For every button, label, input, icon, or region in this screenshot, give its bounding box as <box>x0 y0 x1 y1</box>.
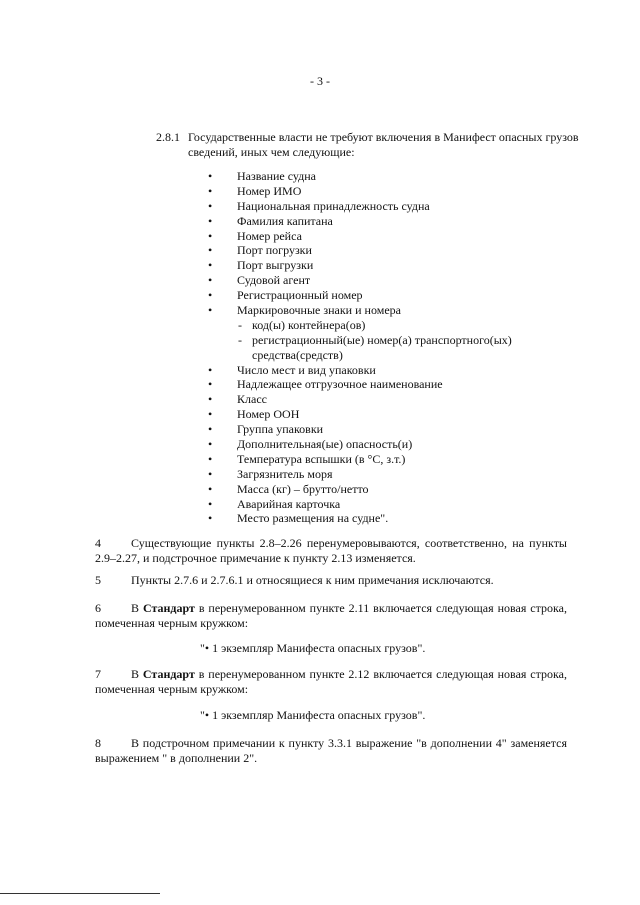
list-item <box>208 229 568 244</box>
paragraph-text-post: в перенумерованном пункте 2.12 включается следующая новая строка, помеченная черным кружком: <box>95 667 567 696</box>
bullet-icon: • <box>208 392 213 407</box>
list-item <box>208 273 568 288</box>
sub-list-item-label: код(ы) контейнера(ов) <box>252 317 366 332</box>
bullet-icon: • <box>208 481 213 496</box>
bullet-icon: • <box>208 169 213 183</box>
list-item-label: Дополнительная(ые) опасность(и) <box>237 437 413 452</box>
list-item-label: Класс <box>237 392 267 407</box>
list-item-label: Фамилия капитана <box>237 213 333 228</box>
section-number: 2.8.1 <box>156 130 180 144</box>
list-item-label: Номер рейса <box>237 228 302 243</box>
list-item-label: Номер ИМО <box>237 183 302 198</box>
section-text: Государственные власти не требуют включения в Манифест опасных грузов сведений, иных чем следующие: <box>188 130 579 159</box>
bullet-icon: • <box>208 496 213 511</box>
bullet-icon: • <box>208 303 213 318</box>
quoted-line-6: "• 1 экземпляр Манифеста опасных грузов". <box>200 641 426 655</box>
paragraph-5 <box>95 573 567 588</box>
list-item <box>208 497 568 512</box>
paragraph-bold-term: Стандарт <box>142 601 195 615</box>
list-item-label: Загрязнитель моря <box>237 466 333 481</box>
list-item-label: Порт погрузки <box>237 243 312 258</box>
list-item <box>208 169 568 184</box>
list-item-label: Название судна <box>237 169 317 183</box>
paragraph-6 <box>95 601 567 631</box>
footnote-separator <box>0 893 160 894</box>
paragraph-text-pre: В <box>131 601 143 615</box>
list-item-label: Национальная принадлежность судна <box>237 198 430 213</box>
list-item <box>208 452 568 467</box>
paragraph-4 <box>95 536 567 566</box>
paragraph-number: 4 <box>95 536 101 550</box>
list-item-label: Масса (кг) – брутто/нетто <box>237 481 369 496</box>
bullet-icon: • <box>208 183 213 198</box>
sub-list-item <box>208 318 568 333</box>
list-item <box>208 437 568 452</box>
sub-list-item <box>208 333 568 348</box>
bullet-icon: • <box>208 437 213 452</box>
list-item-label: Температура вспышки (в °С, з.т.) <box>237 451 406 466</box>
list-item <box>208 288 568 303</box>
list-item <box>208 363 568 378</box>
paragraph-8 <box>95 736 567 766</box>
paragraph-7 <box>95 667 567 697</box>
bullet-icon: • <box>208 362 213 377</box>
list-item-label: Судовой агент <box>237 273 311 288</box>
list-item-label: Аварийная карточка <box>237 496 341 511</box>
bullet-icon: • <box>208 511 213 526</box>
bullet-icon: • <box>208 377 213 392</box>
list-item-label: Номер ООН <box>237 407 300 422</box>
list-item-label: Группа упаковки <box>237 422 324 437</box>
bullet-icon: • <box>208 213 213 228</box>
paragraph-number: 6 <box>95 601 101 615</box>
required-info-list <box>208 169 568 526</box>
bullet-icon: • <box>208 258 213 273</box>
paragraph-text-pre: В <box>131 667 143 681</box>
bullet-icon: • <box>208 228 213 243</box>
list-item <box>208 377 568 392</box>
dash-icon: - <box>238 317 242 332</box>
bullet-icon: • <box>208 407 213 422</box>
list-item <box>208 422 568 437</box>
paragraph-number: 7 <box>95 667 101 681</box>
list-item <box>208 303 568 318</box>
list-item-label: Число мест и вид упаковки <box>237 362 376 377</box>
bullet-icon: • <box>208 288 213 303</box>
list-item <box>208 214 568 229</box>
dash-icon: - <box>238 332 242 347</box>
list-item <box>208 258 568 273</box>
paragraph-text: В подстрочном примечании к пункту 3.3.1 выражение "в дополнении 4" заменяется выражением " в дополнении 2". <box>95 736 567 765</box>
paragraph-number: 8 <box>95 736 101 750</box>
sub-list-item-continuation: средства(средств) <box>252 347 343 362</box>
list-item <box>208 392 568 407</box>
paragraph-text: Пункты 2.7.6 и 2.7.6.1 и относящиеся к ним примечания исключаются. <box>131 573 494 587</box>
list-item <box>208 199 568 214</box>
bullet-icon: • <box>208 273 213 288</box>
bullet-icon: • <box>208 451 213 466</box>
bullet-icon: • <box>208 466 213 481</box>
list-item <box>208 467 568 482</box>
list-item <box>208 482 568 497</box>
list-item-label: Маркировочные знаки и номера <box>237 303 401 318</box>
sub-list-item-label: регистрационный(ые) номер(а) транспортного(ых) <box>252 332 512 347</box>
list-item <box>208 184 568 199</box>
list-item <box>208 243 568 258</box>
paragraph-number: 5 <box>95 573 101 587</box>
list-item <box>208 511 568 526</box>
list-item-label: Регистрационный номер <box>237 288 363 303</box>
paragraph-text: Существующие пункты 2.8–2.26 перенумеровываются, соответственно, на пункты 2.9–2.27, и подстрочное примечание к пункту 2.13 изменяется. <box>95 536 567 565</box>
page-number: - 3 - <box>310 74 330 88</box>
list-item-label: Порт выгрузки <box>237 258 314 273</box>
bullet-icon: • <box>208 243 213 258</box>
bullet-icon: • <box>208 198 213 213</box>
list-item <box>208 407 568 422</box>
bullet-icon: • <box>208 422 213 437</box>
list-item-label: Надлежащее отгрузочное наименование <box>237 377 443 392</box>
paragraph-text-post: в перенумерованном пункте 2.11 включается следующая новая строка, помеченная черным кружком: <box>95 601 567 630</box>
list-item-label: Место размещения на судне". <box>237 511 389 526</box>
quoted-line-7: "• 1 экземпляр Манифеста опасных грузов". <box>200 708 426 722</box>
paragraph-bold-term: Стандарт <box>142 667 195 681</box>
